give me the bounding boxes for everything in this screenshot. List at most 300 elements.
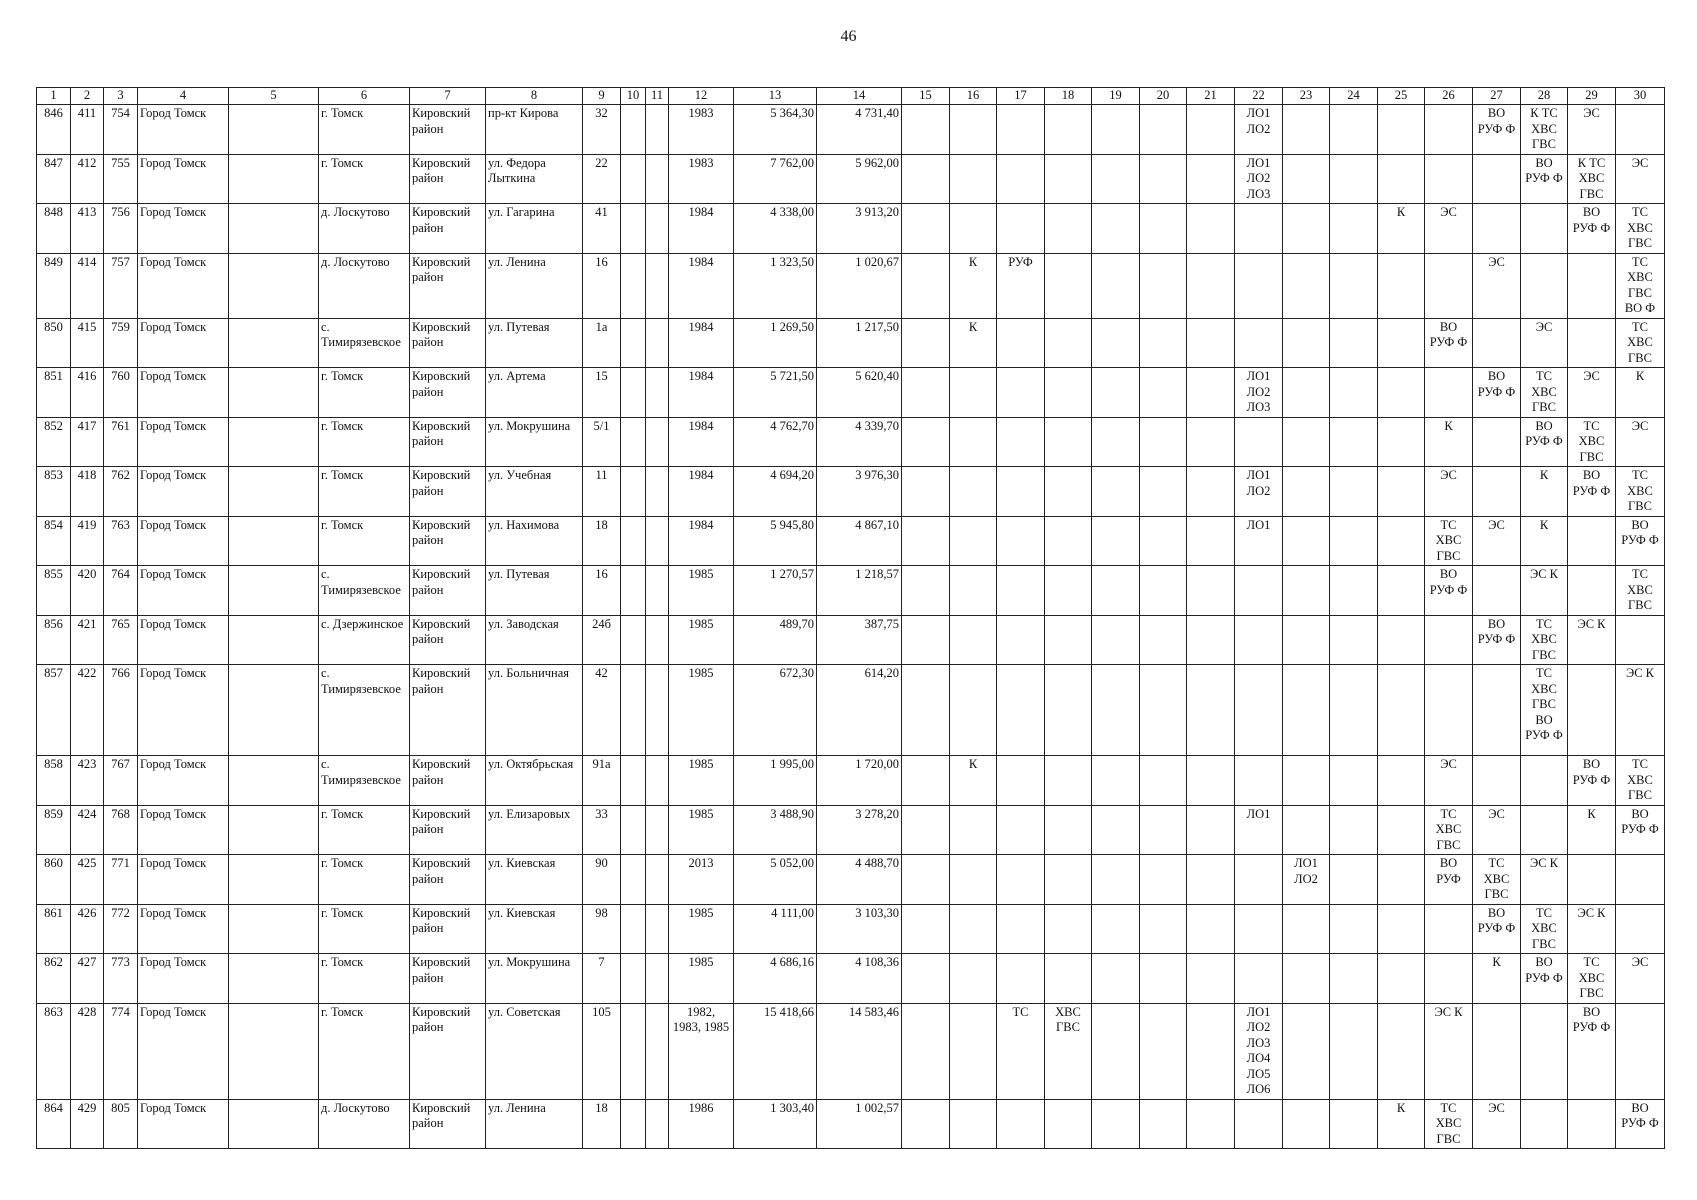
cell-col-10: [621, 417, 646, 467]
cell-col-12: 1984: [669, 253, 734, 318]
cell-col-24: [1330, 904, 1378, 954]
cell-col-4: Город Томск: [138, 805, 229, 855]
cell-col-4: Город Томск: [138, 516, 229, 566]
cell-col-20: [1140, 318, 1187, 368]
cell-col-5: [229, 105, 319, 155]
cell-col-4: Город Томск: [138, 417, 229, 467]
page-number: 46: [840, 28, 857, 45]
table-row: [37, 904, 1665, 954]
cell-col-15: [902, 1099, 950, 1149]
cell-col-23: [1283, 318, 1330, 368]
cell-col-22: ЛО1: [1235, 805, 1283, 855]
cell-col-2: 416: [71, 368, 104, 418]
cell-col-12: 1984: [669, 516, 734, 566]
cell-col-1: 849: [37, 253, 71, 318]
cell-col-21: [1187, 954, 1235, 1004]
cell-col-5: [229, 904, 319, 954]
cell-col-12: 1983: [669, 105, 734, 155]
cell-col-23: [1283, 615, 1330, 665]
cell-col-7: Кировский район: [410, 368, 486, 418]
cell-col-1: 857: [37, 665, 71, 756]
cell-col-28: ТС ХВС ГВС: [1521, 904, 1568, 954]
cell-col-4: Город Томск: [138, 1003, 229, 1099]
cell-col-19: [1092, 417, 1140, 467]
cell-col-13: 1 270,57: [734, 566, 817, 616]
cell-col-14: 14 583,46: [817, 1003, 902, 1099]
cell-col-10: [621, 253, 646, 318]
cell-col-20: [1140, 855, 1187, 905]
cell-col-9: 24б: [583, 615, 621, 665]
cell-col-28: ТС ХВС ГВС: [1521, 368, 1568, 418]
cell-col-9: 41: [583, 204, 621, 254]
cell-col-18: [1045, 105, 1092, 155]
cell-col-29: ВО РУФ Ф: [1568, 1003, 1616, 1099]
cell-col-20: [1140, 954, 1187, 1004]
cell-col-18: [1045, 566, 1092, 616]
cell-col-13: 672,30: [734, 665, 817, 756]
cell-col-23: [1283, 954, 1330, 1004]
cell-col-30: ЭС: [1616, 154, 1665, 204]
column-header-12: 12: [669, 88, 734, 105]
cell-col-18: ХВС ГВС: [1045, 1003, 1092, 1099]
cell-col-18: [1045, 467, 1092, 517]
cell-col-21: [1187, 417, 1235, 467]
cell-col-3: 761: [104, 417, 138, 467]
cell-col-15: [902, 204, 950, 254]
cell-col-11: [646, 318, 669, 368]
cell-col-28: ЭС К: [1521, 566, 1568, 616]
cell-col-27: ВО РУФ Ф: [1473, 904, 1521, 954]
cell-col-22: [1235, 417, 1283, 467]
cell-col-9: 22: [583, 154, 621, 204]
cell-col-18: [1045, 1099, 1092, 1149]
cell-col-3: 754: [104, 105, 138, 155]
cell-col-21: [1187, 665, 1235, 756]
column-header-3: 3: [104, 88, 138, 105]
cell-col-9: 98: [583, 904, 621, 954]
cell-col-20: [1140, 253, 1187, 318]
cell-col-8: ул. Елизаровых: [486, 805, 583, 855]
cell-col-19: [1092, 154, 1140, 204]
cell-col-28: ТС ХВС ГВС: [1521, 615, 1568, 665]
cell-col-24: [1330, 368, 1378, 418]
cell-col-17: ТС: [997, 1003, 1045, 1099]
cell-col-25: [1378, 615, 1425, 665]
cell-col-19: [1092, 566, 1140, 616]
cell-col-26: ЭС К: [1425, 1003, 1473, 1099]
column-header-25: 25: [1378, 88, 1425, 105]
cell-col-7: Кировский район: [410, 665, 486, 756]
table-row: [37, 954, 1665, 1004]
cell-col-27: ВО РУФ Ф: [1473, 105, 1521, 155]
cell-col-28: [1521, 253, 1568, 318]
cell-col-9: 11: [583, 467, 621, 517]
cell-col-24: [1330, 665, 1378, 756]
cell-col-19: [1092, 665, 1140, 756]
cell-col-27: [1473, 566, 1521, 616]
cell-col-25: [1378, 516, 1425, 566]
cell-col-11: [646, 1099, 669, 1149]
cell-col-2: 426: [71, 904, 104, 954]
cell-col-20: [1140, 516, 1187, 566]
cell-col-21: [1187, 756, 1235, 806]
cell-col-23: [1283, 368, 1330, 418]
cell-col-9: 1а: [583, 318, 621, 368]
cell-col-15: [902, 368, 950, 418]
cell-col-21: [1187, 516, 1235, 566]
column-header-14: 14: [817, 88, 902, 105]
cell-col-25: [1378, 904, 1425, 954]
cell-col-22: [1235, 904, 1283, 954]
cell-col-5: [229, 1003, 319, 1099]
cell-col-4: Город Томск: [138, 105, 229, 155]
cell-col-30: [1616, 904, 1665, 954]
cell-col-8: ул. Федора Лыткина: [486, 154, 583, 204]
cell-col-14: 5 620,40: [817, 368, 902, 418]
cell-col-21: [1187, 105, 1235, 155]
cell-col-11: [646, 615, 669, 665]
cell-col-10: [621, 805, 646, 855]
cell-col-22: [1235, 615, 1283, 665]
column-header-4: 4: [138, 88, 229, 105]
cell-col-28: К: [1521, 516, 1568, 566]
cell-col-23: [1283, 105, 1330, 155]
cell-col-28: ТС ХВС ГВС ВО РУФ Ф: [1521, 665, 1568, 756]
cell-col-28: ВО РУФ Ф: [1521, 417, 1568, 467]
cell-col-18: [1045, 954, 1092, 1004]
cell-col-14: 4 488,70: [817, 855, 902, 905]
column-header-26: 26: [1425, 88, 1473, 105]
cell-col-14: 1 720,00: [817, 756, 902, 806]
cell-col-23: [1283, 805, 1330, 855]
cell-col-25: [1378, 954, 1425, 1004]
cell-col-30: ТС ХВС ГВС: [1616, 467, 1665, 517]
cell-col-12: 1985: [669, 954, 734, 1004]
cell-col-10: [621, 154, 646, 204]
cell-col-3: 772: [104, 904, 138, 954]
cell-col-13: 5 364,30: [734, 105, 817, 155]
cell-col-10: [621, 566, 646, 616]
cell-col-29: ВО РУФ Ф: [1568, 756, 1616, 806]
cell-col-1: 848: [37, 204, 71, 254]
column-header-23: 23: [1283, 88, 1330, 105]
cell-col-4: Город Томск: [138, 368, 229, 418]
cell-col-26: ТС ХВС ГВС: [1425, 805, 1473, 855]
cell-col-13: 1 303,40: [734, 1099, 817, 1149]
cell-col-27: ЭС: [1473, 253, 1521, 318]
cell-col-29: К ТС ХВС ГВС: [1568, 154, 1616, 204]
column-header-20: 20: [1140, 88, 1187, 105]
cell-col-15: [902, 756, 950, 806]
cell-col-1: 855: [37, 566, 71, 616]
cell-col-23: [1283, 566, 1330, 616]
table-row: [37, 204, 1665, 254]
cell-col-11: [646, 368, 669, 418]
cell-col-14: 5 962,00: [817, 154, 902, 204]
cell-col-1: 851: [37, 368, 71, 418]
cell-col-6: с. Тимирязевское: [319, 566, 410, 616]
cell-col-18: [1045, 615, 1092, 665]
cell-col-23: [1283, 1003, 1330, 1099]
cell-col-6: с. Тимирязевское: [319, 665, 410, 756]
cell-col-8: ул. Учебная: [486, 467, 583, 517]
cell-col-11: [646, 904, 669, 954]
cell-col-27: ЭС: [1473, 516, 1521, 566]
cell-col-11: [646, 665, 669, 756]
cell-col-2: 419: [71, 516, 104, 566]
cell-col-3: 774: [104, 1003, 138, 1099]
cell-col-15: [902, 615, 950, 665]
cell-col-17: [997, 566, 1045, 616]
cell-col-6: г. Томск: [319, 154, 410, 204]
cell-col-22: [1235, 756, 1283, 806]
cell-col-18: [1045, 805, 1092, 855]
table-row: [37, 417, 1665, 467]
cell-col-7: Кировский район: [410, 1099, 486, 1149]
cell-col-30: ТС ХВС ГВС: [1616, 318, 1665, 368]
cell-col-25: К: [1378, 204, 1425, 254]
cell-col-11: [646, 154, 669, 204]
cell-col-7: Кировский район: [410, 318, 486, 368]
data-table: [36, 87, 1665, 1149]
cell-col-10: [621, 954, 646, 1004]
cell-col-18: [1045, 516, 1092, 566]
cell-col-13: 489,70: [734, 615, 817, 665]
cell-col-19: [1092, 615, 1140, 665]
cell-col-6: д. Лоскутово: [319, 204, 410, 254]
cell-col-26: ЭС: [1425, 204, 1473, 254]
cell-col-21: [1187, 855, 1235, 905]
cell-col-29: [1568, 516, 1616, 566]
cell-col-24: [1330, 318, 1378, 368]
cell-col-1: 858: [37, 756, 71, 806]
cell-col-1: 852: [37, 417, 71, 467]
cell-col-2: 429: [71, 1099, 104, 1149]
cell-col-10: [621, 756, 646, 806]
cell-col-24: [1330, 756, 1378, 806]
cell-col-3: 765: [104, 615, 138, 665]
cell-col-30: [1616, 855, 1665, 905]
cell-col-21: [1187, 904, 1235, 954]
cell-col-3: 773: [104, 954, 138, 1004]
cell-col-2: 418: [71, 467, 104, 517]
cell-col-1: 860: [37, 855, 71, 905]
cell-col-24: [1330, 954, 1378, 1004]
cell-col-2: 411: [71, 105, 104, 155]
table-row: [37, 805, 1665, 855]
cell-col-23: [1283, 204, 1330, 254]
cell-col-9: 15: [583, 368, 621, 418]
cell-col-15: [902, 318, 950, 368]
cell-col-19: [1092, 954, 1140, 1004]
cell-col-19: [1092, 1003, 1140, 1099]
cell-col-27: ВО РУФ Ф: [1473, 368, 1521, 418]
cell-col-3: 757: [104, 253, 138, 318]
cell-col-29: [1568, 665, 1616, 756]
cell-col-4: Город Томск: [138, 954, 229, 1004]
cell-col-28: К ТС ХВС ГВС: [1521, 105, 1568, 155]
cell-col-10: [621, 1099, 646, 1149]
cell-col-6: г. Томск: [319, 368, 410, 418]
cell-col-11: [646, 467, 669, 517]
column-header-28: 28: [1521, 88, 1568, 105]
cell-col-22: ЛО1 ЛО2: [1235, 467, 1283, 517]
cell-col-27: [1473, 756, 1521, 806]
table-row: [37, 318, 1665, 368]
cell-col-13: 5 945,80: [734, 516, 817, 566]
cell-col-21: [1187, 1099, 1235, 1149]
column-header-16: 16: [950, 88, 997, 105]
table-row: [37, 665, 1665, 756]
cell-col-8: ул. Больничная: [486, 665, 583, 756]
cell-col-12: 1985: [669, 665, 734, 756]
cell-col-12: 1985: [669, 805, 734, 855]
cell-col-16: К: [950, 253, 997, 318]
cell-col-24: [1330, 417, 1378, 467]
cell-col-16: [950, 1003, 997, 1099]
cell-col-9: 32: [583, 105, 621, 155]
column-header-8: 8: [486, 88, 583, 105]
cell-col-28: ЭС: [1521, 318, 1568, 368]
cell-col-6: г. Томск: [319, 1003, 410, 1099]
cell-col-28: К: [1521, 467, 1568, 517]
cell-col-19: [1092, 1099, 1140, 1149]
cell-col-9: 42: [583, 665, 621, 756]
cell-col-23: [1283, 467, 1330, 517]
cell-col-2: 417: [71, 417, 104, 467]
cell-col-16: [950, 904, 997, 954]
cell-col-24: [1330, 154, 1378, 204]
column-header-17: 17: [997, 88, 1045, 105]
cell-col-29: ЭС К: [1568, 615, 1616, 665]
cell-col-5: [229, 467, 319, 517]
cell-col-6: г. Томск: [319, 516, 410, 566]
cell-col-26: ЭС: [1425, 756, 1473, 806]
cell-col-29: ТС ХВС ГВС: [1568, 417, 1616, 467]
cell-col-6: с. Дзержинское: [319, 615, 410, 665]
cell-col-4: Город Томск: [138, 904, 229, 954]
cell-col-28: ВО РУФ Ф: [1521, 954, 1568, 1004]
table-row: [37, 467, 1665, 517]
cell-col-30: ВО РУФ Ф: [1616, 805, 1665, 855]
cell-col-20: [1140, 204, 1187, 254]
cell-col-1: 863: [37, 1003, 71, 1099]
cell-col-24: [1330, 1003, 1378, 1099]
cell-col-15: [902, 665, 950, 756]
cell-col-9: 91а: [583, 756, 621, 806]
cell-col-3: 755: [104, 154, 138, 204]
cell-col-11: [646, 516, 669, 566]
cell-col-20: [1140, 566, 1187, 616]
cell-col-30: ЭС К: [1616, 665, 1665, 756]
cell-col-16: [950, 855, 997, 905]
cell-col-21: [1187, 615, 1235, 665]
cell-col-12: 1986: [669, 1099, 734, 1149]
cell-col-23: [1283, 904, 1330, 954]
cell-col-11: [646, 756, 669, 806]
column-header-18: 18: [1045, 88, 1092, 105]
cell-col-27: К: [1473, 954, 1521, 1004]
cell-col-1: 862: [37, 954, 71, 1004]
cell-col-1: 856: [37, 615, 71, 665]
table-row: [37, 516, 1665, 566]
cell-col-18: [1045, 756, 1092, 806]
cell-col-13: 1 995,00: [734, 756, 817, 806]
cell-col-16: [950, 566, 997, 616]
cell-col-21: [1187, 253, 1235, 318]
cell-col-1: 853: [37, 467, 71, 517]
cell-col-23: [1283, 1099, 1330, 1149]
table-row: [37, 253, 1665, 318]
cell-col-25: [1378, 368, 1425, 418]
cell-col-2: 422: [71, 665, 104, 756]
column-header-9: 9: [583, 88, 621, 105]
cell-col-3: 763: [104, 516, 138, 566]
cell-col-17: [997, 516, 1045, 566]
column-header-7: 7: [410, 88, 486, 105]
cell-col-8: ул. Гагарина: [486, 204, 583, 254]
cell-col-19: [1092, 318, 1140, 368]
cell-col-12: 1984: [669, 467, 734, 517]
cell-col-29: ВО РУФ Ф: [1568, 467, 1616, 517]
cell-col-6: г. Томск: [319, 467, 410, 517]
cell-col-15: [902, 1003, 950, 1099]
cell-col-28: [1521, 756, 1568, 806]
cell-col-19: [1092, 467, 1140, 517]
cell-col-27: ЭС: [1473, 1099, 1521, 1149]
cell-col-6: г. Томск: [319, 855, 410, 905]
cell-col-5: [229, 756, 319, 806]
cell-col-4: Город Томск: [138, 566, 229, 616]
cell-col-16: К: [950, 756, 997, 806]
cell-col-25: К: [1378, 1099, 1425, 1149]
cell-col-26: [1425, 105, 1473, 155]
cell-col-8: ул. Мокрушина: [486, 417, 583, 467]
cell-col-20: [1140, 615, 1187, 665]
cell-col-7: Кировский район: [410, 154, 486, 204]
cell-col-29: [1568, 855, 1616, 905]
cell-col-20: [1140, 904, 1187, 954]
cell-col-8: ул. Артема: [486, 368, 583, 418]
cell-col-4: Город Томск: [138, 154, 229, 204]
table-row: [37, 368, 1665, 418]
cell-col-28: [1521, 204, 1568, 254]
cell-col-15: [902, 417, 950, 467]
cell-col-5: [229, 253, 319, 318]
cell-col-16: [950, 805, 997, 855]
cell-col-21: [1187, 154, 1235, 204]
cell-col-8: ул. Советская: [486, 1003, 583, 1099]
cell-col-14: 387,75: [817, 615, 902, 665]
cell-col-26: [1425, 665, 1473, 756]
cell-col-13: 7 762,00: [734, 154, 817, 204]
table-row: [37, 756, 1665, 806]
cell-col-20: [1140, 756, 1187, 806]
cell-col-17: [997, 417, 1045, 467]
cell-col-7: Кировский район: [410, 1003, 486, 1099]
cell-col-8: ул. Путевая: [486, 318, 583, 368]
cell-col-14: 3 278,20: [817, 805, 902, 855]
cell-col-7: Кировский район: [410, 204, 486, 254]
cell-col-6: г. Томск: [319, 954, 410, 1004]
cell-col-2: 415: [71, 318, 104, 368]
cell-col-18: [1045, 368, 1092, 418]
cell-col-5: [229, 1099, 319, 1149]
cell-col-25: [1378, 665, 1425, 756]
cell-col-5: [229, 154, 319, 204]
cell-col-26: [1425, 154, 1473, 204]
cell-col-17: [997, 756, 1045, 806]
